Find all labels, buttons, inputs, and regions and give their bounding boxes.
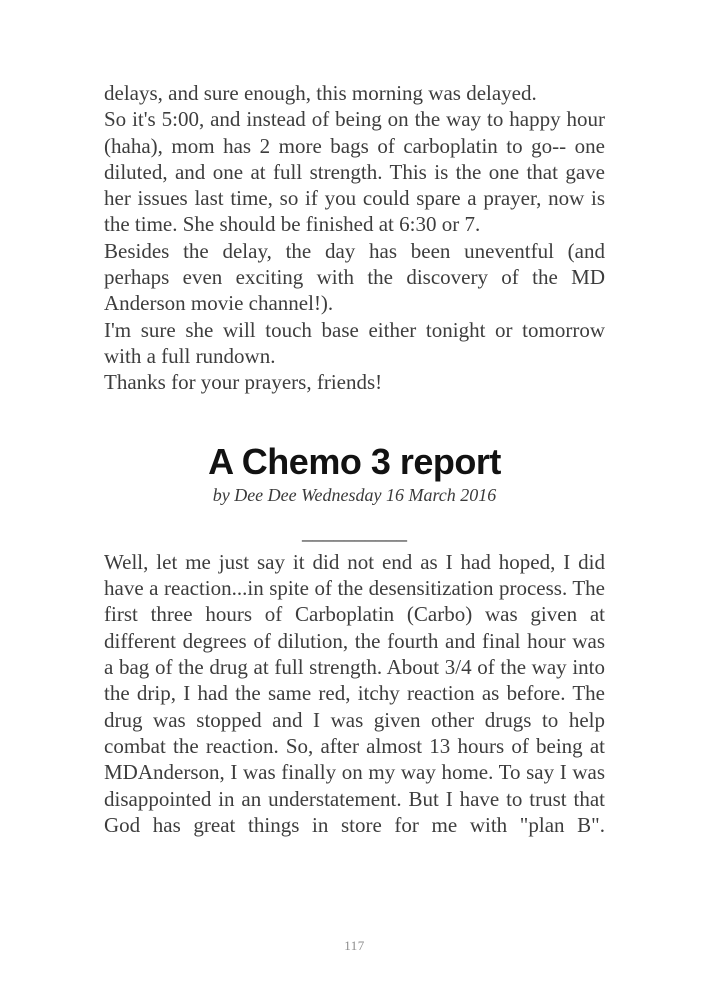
section-divider: __________ [302,519,407,544]
intro-paragraph-3: Besides the delay, the day has been uneventful (and perhaps even exciting with the discovery of the MD Anderson movie channel!). [104,238,605,316]
intro-paragraph-1: delays, and sure enough, this morning was delayed. [104,81,537,105]
intro-paragraph-4: I'm sure she will touch base either tonight or tomorrow with a full rundown. [104,317,605,368]
page-number: 117 [344,938,365,953]
post-body-paragraph: Well, let me just say it did not end as I had hoped, I did have a reaction...in spite of the desensitization process. The first three hours of Carboplatin (Carbo) was given at different degrees of dilution, the fourth and final hour was a bag of the drug at full strength. About 3/4 of the way into the drip, I had the same red, itchy reaction as before. The drug was stopped and I was given other drugs to help combat the reaction. So, after almost 13 hours of being at MDAnderson, I was finally on my way home. To say I was disappointed in an understatement. But I have to trust that God has great things in store for me with "plan B". [104,549,605,837]
page-content [104,80,605,838]
post-byline: by Dee Dee Wednesday 16 March 2016 [212,484,497,505]
intro-paragraph-5: Thanks for your prayers, friends! [104,370,383,395]
intro-paragraph-2: So it's 5:00, and instead of being on the way to happy hour (haha), mom has 2 more bags of carboplatin to go-- one diluted, and one at full strength. This is the one that gave her issues last time, so if you could spare a prayer, now is the time. She should be finished at 6:30 or 7. [104,107,605,237]
post-title: A Chemo 3 report [208,440,501,482]
